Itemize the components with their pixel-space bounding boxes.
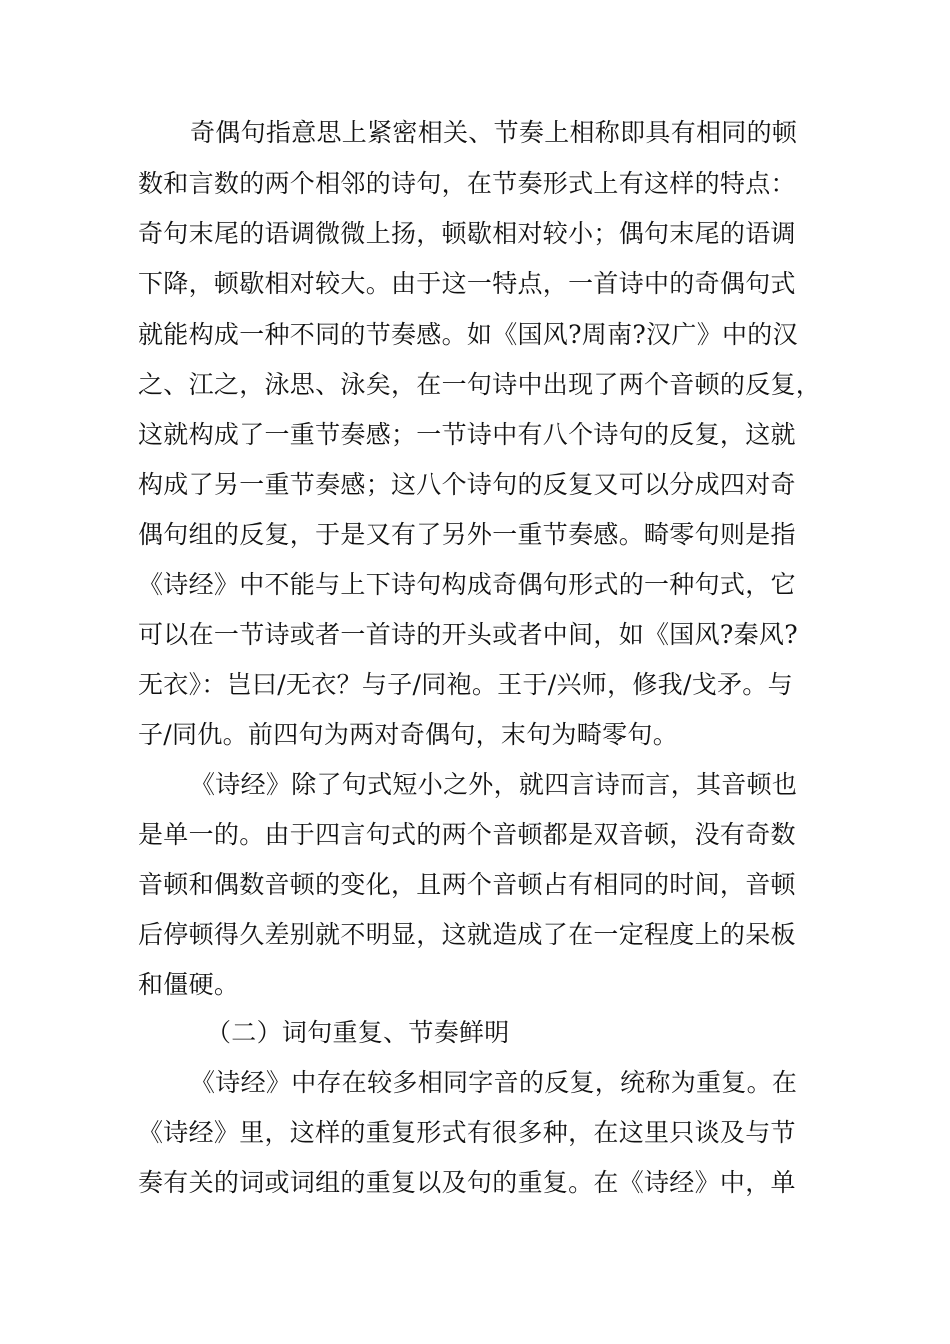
- text-line: 子/同仇。前四句为两对奇偶句，末句为畸零句。: [138, 720, 679, 749]
- text-line: 下降，顿歇相对较大。由于这一特点，一首诗中的奇偶句式: [138, 269, 796, 298]
- text-line: 奇句末尾的语调微微上扬，顿歇相对较小；偶句末尾的语调: [138, 219, 796, 248]
- text-line: 可以在一节诗或者一首诗的开头或者中间，如《国风?秦风?: [138, 620, 798, 649]
- text-line: 奇偶句指意思上紧密相关、节奏上相称即具有相同的顿: [190, 118, 798, 147]
- text-line: 音顿和偶数音顿的变化，且两个音顿占有相同的时间，音顿: [138, 870, 796, 899]
- text-line: 之、江之，泳思、泳矣，在一句诗中出现了两个音顿的反复，: [138, 370, 822, 399]
- text-line: 数和言数的两个相邻的诗句，在节奏形式上有这样的特点：: [138, 169, 796, 198]
- text-line: 构成了另一重节奏感；这八个诗句的反复又可以分成四对奇: [138, 470, 796, 499]
- text-line: 偶句组的反复，于是又有了另外一重节奏感。畸零句则是指: [138, 520, 796, 549]
- text-line: 奏有关的词或词组的重复以及句的重复。在《诗经》中，单: [138, 1168, 796, 1197]
- text-line: 《诗经》除了句式短小之外，就四言诗而言，其音顿也: [190, 770, 798, 799]
- section-title: （二）词句重复、节奏鲜明: [206, 1018, 510, 1047]
- text-line: 是单一的。由于四言句式的两个音顿都是双音顿，没有奇数: [138, 820, 796, 849]
- text-line: 后停顿得久差别就不明显，这就造成了在一定程度上的呆板: [138, 920, 796, 949]
- text-line: 《诗经》里，这样的重复形式有很多种，在这里只谈及与节: [138, 1118, 796, 1147]
- text-line: 就能构成一种不同的节奏感。如《国风?周南?汉广》中的汉: [138, 320, 798, 349]
- text-line: 《诗经》中存在较多相同字音的反复，统称为重复。在: [190, 1068, 798, 1097]
- text-line: 和僵硬。: [138, 970, 240, 999]
- text-line: 无衣》：岂曰/无衣？与子/同袍。王于/兴师，修我/戈矛。与: [138, 670, 793, 699]
- text-line: 这就构成了一重节奏感；一节诗中有八个诗句的反复，这就: [138, 420, 796, 449]
- text-line: 《诗经》中不能与上下诗句构成奇偶句形式的一种句式，它: [138, 570, 796, 599]
